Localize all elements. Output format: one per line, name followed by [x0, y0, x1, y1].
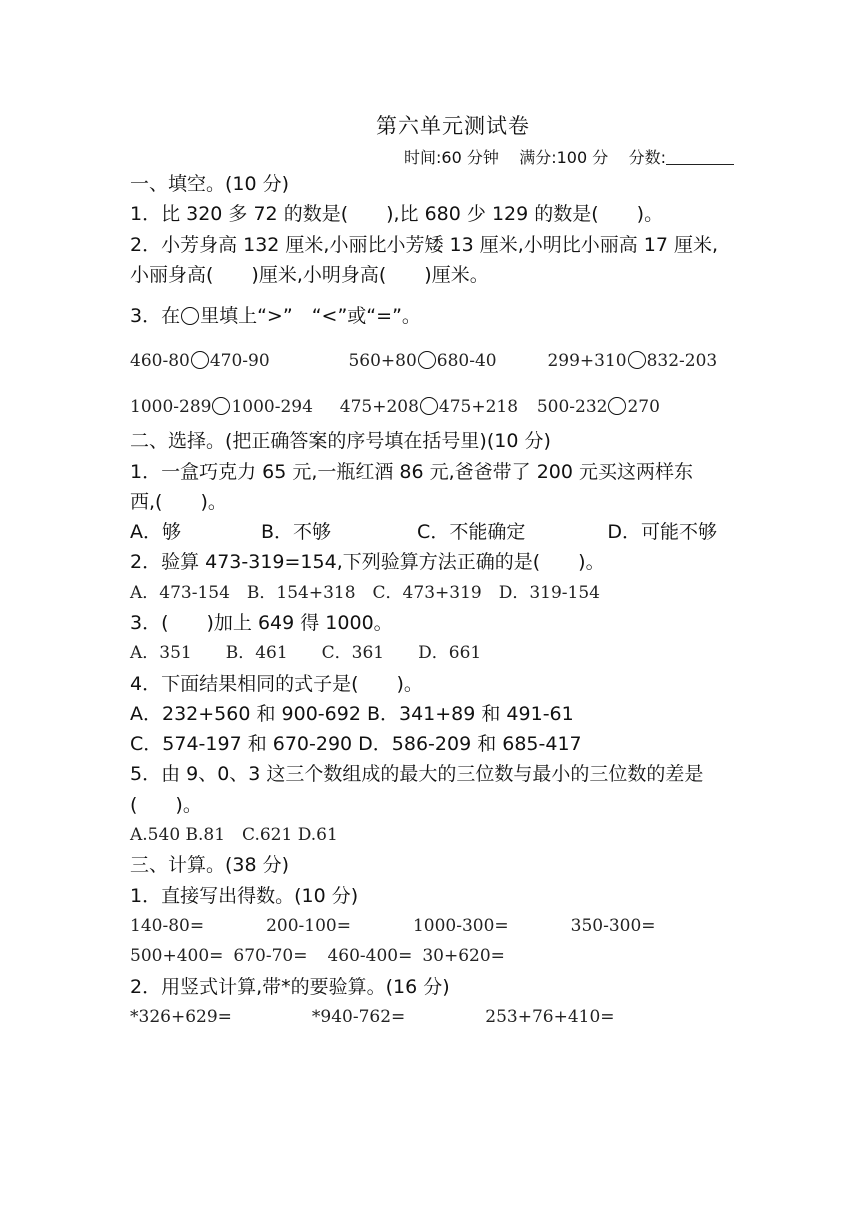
calc-item: *326+629=	[130, 1007, 232, 1027]
calc-item: 200-100=	[266, 916, 351, 936]
s2-question-4-options-2: C．574-197 和 670-290 D．586-209 和 685-417	[130, 733, 582, 755]
option-c[interactable]: C．不能确定	[417, 521, 526, 543]
s2-question-1-line-2: 西,( )。	[130, 491, 227, 513]
exam-meta	[404, 145, 734, 168]
s1-question-2-line-1: 2．小芳身高 132 厘米,小丽比小芳矮 13 厘米,小明比小丽高 17 厘米,	[130, 234, 719, 256]
time-limit: 时间:60 分钟	[404, 148, 499, 167]
compare-left: 475+208	[339, 397, 419, 417]
option-b[interactable]: B．不够	[261, 521, 332, 543]
s1-q3-prefix: 3．在	[130, 305, 181, 327]
s2-question-3: 3．( )加上 649 得 1000。	[130, 612, 393, 634]
calc-item: 30+620=	[422, 946, 505, 966]
s2-question-1-line-1: 1．一盒巧克力 65 元,一瓶红酒 86 元,爸爸带了 200 元买这两样东	[130, 461, 694, 483]
calc-row-1	[130, 914, 656, 938]
s2-question-2-options: A．473-154 B．154+318 C．473+319 D．319-154	[130, 583, 600, 603]
compare-right: 270	[627, 397, 660, 417]
option-d[interactable]: D．可能不够	[607, 521, 717, 543]
section-3-heading: 三、计算。(38 分)	[130, 854, 290, 876]
calc-item: 140-80=	[130, 916, 205, 936]
compare-right: 470-90	[209, 351, 270, 371]
full-score: 满分:100 分	[519, 148, 609, 167]
s2-question-4-options-1: A．232+560 和 900-692 B．341+89 和 491-61	[130, 703, 574, 725]
compare-row-2	[130, 395, 660, 419]
compare-right: 832-203	[646, 351, 718, 371]
s3-question-1: 1．直接写出得数。(10 分)	[130, 885, 359, 907]
calc-item: 1000-300=	[412, 916, 509, 936]
compare-circle[interactable]	[191, 351, 209, 369]
section-2-heading: 二、选择。(把正确答案的序号填在括号里)(10 分)	[130, 430, 551, 452]
s2-question-5-line-2: ( )。	[130, 794, 202, 816]
compare-left: 560+80	[348, 351, 417, 371]
s1-question-1: 1．比 320 多 72 的数是( ),比 680 少 129 的数是( )。	[130, 203, 664, 225]
section-1-heading: 一、填空。(10 分)	[130, 173, 290, 195]
compare-right: 475+218	[438, 397, 519, 417]
score-label: 分数:	[628, 148, 666, 167]
compare-row-1	[130, 349, 717, 373]
calc-item: 670-70=	[233, 946, 308, 966]
calc-row-3	[130, 1005, 615, 1029]
compare-circle[interactable]	[212, 397, 230, 415]
s3-question-2: 2．用竖式计算,带*的要验算。(16 分)	[130, 976, 450, 998]
compare-left: 460-80	[130, 351, 190, 371]
calc-item: 500+400=	[130, 946, 224, 966]
s1-question-3	[130, 304, 421, 328]
s1-question-2-line-2: 小丽身高( )厘米,小明身高( )厘米。	[130, 264, 489, 286]
compare-circle[interactable]	[420, 397, 438, 415]
calc-item: *940-762=	[311, 1007, 406, 1027]
s2-question-3-options: A．351 B．461 C．361 D．661	[130, 643, 482, 663]
calc-row-2	[130, 944, 505, 968]
compare-left: 299+310	[547, 351, 627, 371]
option-a[interactable]: A．够	[130, 521, 181, 543]
s2-question-1-options	[130, 520, 717, 544]
s2-question-4: 4．下面结果相同的式子是( )。	[130, 673, 423, 695]
compare-left: 1000-289	[130, 397, 212, 417]
compare-circle[interactable]	[418, 351, 436, 369]
compare-circle[interactable]	[608, 397, 626, 415]
page-title: 第六单元测试卷	[376, 114, 530, 138]
s2-question-5-line-1: 5．由 9、0、3 这三个数组成的最大的三位数与最小的三位数的差是	[130, 763, 704, 785]
calc-item: 253+76+410=	[485, 1007, 615, 1027]
calc-item: 350-300=	[570, 916, 656, 936]
compare-right: 680-40	[436, 351, 497, 371]
s1-q3-suffix: 里填上“>” “<”或“=”。	[200, 305, 421, 327]
s2-question-2: 2．验算 473-319=154,下列验算方法正确的是( )。	[130, 551, 605, 573]
compare-right: 1000-294	[231, 397, 313, 417]
compare-left: 500-232	[536, 397, 608, 417]
score-blank[interactable]	[666, 148, 734, 165]
calc-item: 460-400=	[327, 946, 413, 966]
compare-circle[interactable]	[628, 351, 646, 369]
s2-question-5-options: A.540 B.81 C.621 D.61	[130, 825, 338, 845]
circle-icon	[181, 307, 199, 325]
